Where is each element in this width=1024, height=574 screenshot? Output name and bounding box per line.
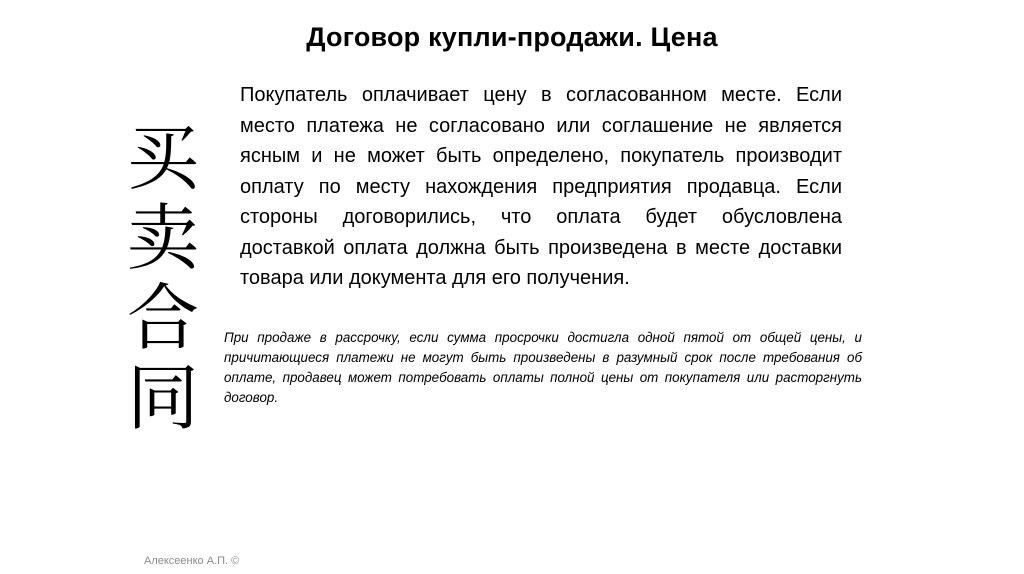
cjk-vertical-text — [108, 118, 218, 438]
cjk-char-he: 合 — [126, 276, 199, 360]
cjk-char-tong: 同 — [126, 356, 199, 440]
cjk-char-mai3: 买 — [126, 116, 199, 200]
note-paragraph: При продаже в рассрочку, если сумма просрочки достигла одной пятой от общей цены, и причитающиеся платежи не могут быть произведены в разумный срок после требования об оплате, продавец может потребовать оплаты полной цены от покупателя или расторгнуть договор. — [224, 330, 862, 405]
main-paragraph: Покупатель оплачивает цену в согласованном месте. Если место платежа не согласовано или соглашение не является ясным и не может быть определено, покупатель производит оплату по месту нахождения предприятия продавца. Если стороны договорились, что оплата будет обусловлена доставкой оплата должна быть произведена в месте доставки товара или документа для его получения. — [240, 84, 842, 289]
slide-title: Договор купли-продажи. Цена — [306, 22, 718, 52]
author-footer: Алексеенко А.П. © — [144, 555, 240, 567]
cjk-char-mai4: 卖 — [126, 196, 199, 280]
